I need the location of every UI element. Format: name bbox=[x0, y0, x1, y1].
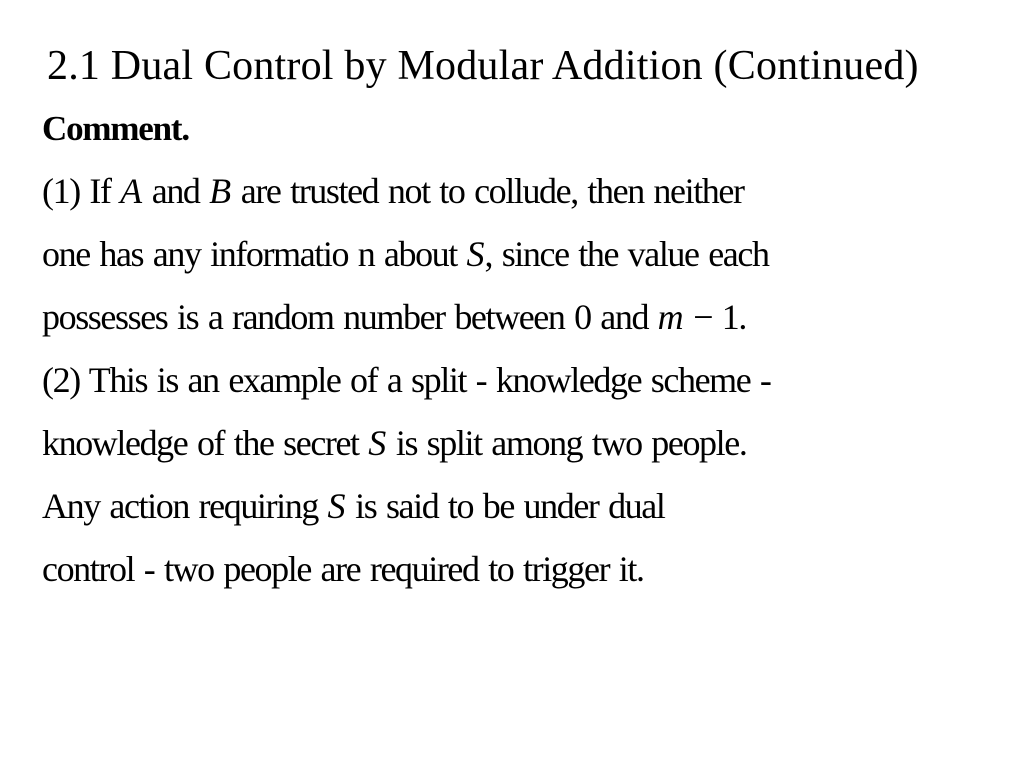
text-run: , since the value each bbox=[484, 234, 769, 274]
text-line bbox=[42, 418, 1002, 481]
text-run: are trusted not to collude, then neither bbox=[231, 171, 744, 211]
math-variable: B bbox=[209, 171, 232, 211]
text-line bbox=[42, 481, 1002, 544]
text-run: and bbox=[142, 171, 210, 211]
slide-title: 2.1 Dual Control by Modular Addition (Continued) bbox=[47, 43, 919, 89]
text-run: is said to be under dual bbox=[345, 486, 665, 526]
text-run: knowledge of the secret bbox=[42, 423, 369, 463]
text-run: control - two people are required to trigger it. bbox=[42, 549, 644, 589]
math-variable: A bbox=[120, 171, 143, 211]
text-line bbox=[42, 355, 1002, 418]
text-run: − 1. bbox=[683, 297, 746, 337]
text-run: Any action requiring bbox=[42, 486, 328, 526]
math-variable: m bbox=[657, 297, 684, 337]
text-run: one has any informatio n about bbox=[42, 234, 467, 274]
text-line bbox=[42, 166, 1002, 229]
text-run: is split among two people. bbox=[386, 423, 747, 463]
comment-text bbox=[42, 166, 1002, 607]
math-variable: S bbox=[327, 486, 346, 526]
text-run: (1) If bbox=[42, 171, 121, 211]
text-run: possesses is a random number between 0 and bbox=[42, 297, 658, 337]
math-variable: S bbox=[368, 423, 387, 463]
text-line bbox=[42, 544, 1002, 607]
text-line bbox=[42, 229, 1002, 292]
math-variable: S bbox=[466, 234, 485, 274]
text-run: (2) This is an example of a split - knowledge scheme - bbox=[42, 360, 771, 400]
text-line bbox=[42, 292, 1002, 355]
slide-body bbox=[42, 104, 1002, 607]
comment-heading: Comment. bbox=[42, 109, 189, 148]
